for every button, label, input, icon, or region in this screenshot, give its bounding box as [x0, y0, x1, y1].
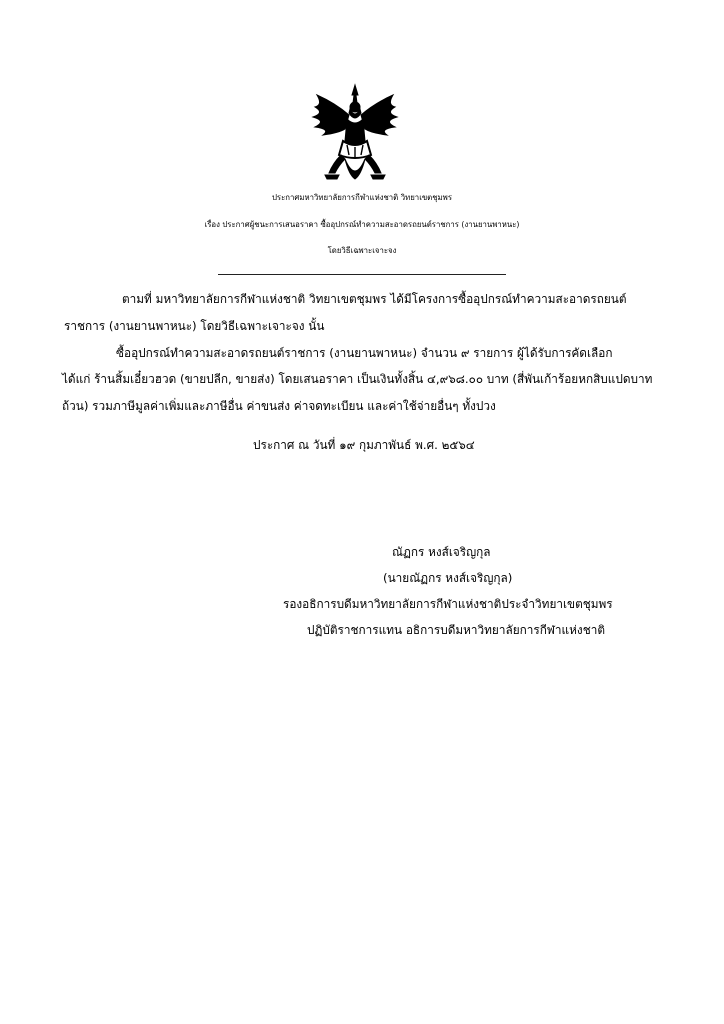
announcement-title: ประกาศมหาวิทยาลัยการกีฬาแห่งชาติ วิทยาเขตชุมพร: [271, 193, 453, 202]
signatory-full-name: (นายณัฏกร หงส์เจริญกุล): [383, 571, 513, 585]
signature-name: ณัฏกร หงส์เจริญกุล: [392, 545, 491, 559]
signatory-acting-for: ปฏิบัติราชการแทน อธิการบดีมหาวิทยาลัยการกีฬาแห่งชาติ: [307, 623, 605, 637]
signatory-position: รองอธิการบดีมหาวิทยาลัยการกีฬาแห่งชาติประจำวิทยาเขตชุมพร: [283, 597, 613, 611]
procurement-method: โดยวิธีเฉพาะเจาะจง: [327, 246, 397, 255]
paragraph1-line1: ตามที่ มหาวิทยาลัยการกีฬาแห่งชาติ วิทยาเขตชุมพร ได้มีโครงการซื้ออุปกรณ์ทำความสะอาดรถยนต์: [122, 292, 627, 306]
paragraph2-line3: ถ้วน) รวมภาษีมูลค่าเพิ่มและภาษีอื่น ค่าขนส่ง ค่าจดทะเบียน และค่าใช้จ่ายอื่นๆ ทั้งปวง: [62, 399, 496, 413]
paragraph2-line1: ซื้ออุปกรณ์ทำความสะอาดรถยนต์ราชการ (งานยานพาหนะ) จำนวน ๙ รายการ ผู้ได้รับการคัดเลือก: [116, 346, 613, 360]
announcement-subject: เรื่อง ประกาศผู้ชนะการเสนอราคา ซื้ออุปกรณ์ทำความสะอาดรถยนต์ราชการ (งานยานพาหนะ): [204, 220, 520, 229]
paragraph1-line2: ราชการ (งานยานพาหนะ) โดยวิธีเฉพาะเจาะจง นั้น: [64, 319, 325, 333]
garuda-emblem-icon: [305, 83, 405, 185]
paragraph2-line2: ได้แก่ ร้านสิ้มเอี๋ยวฮวด (ขายปลีก, ขายส่ง) โดยเสนอราคา เป็นเงินทั้งสิ้น ๔,๙๖๘.๐๐ บาท (สี่พันเก้าร้อยหกสิบแปดบาท: [62, 372, 653, 386]
announcement-date: ประกาศ ณ วันที่ ๑๙ กุมภาพันธ์ พ.ศ. ๒๕๖๔: [253, 438, 475, 452]
title-divider: [218, 274, 506, 275]
